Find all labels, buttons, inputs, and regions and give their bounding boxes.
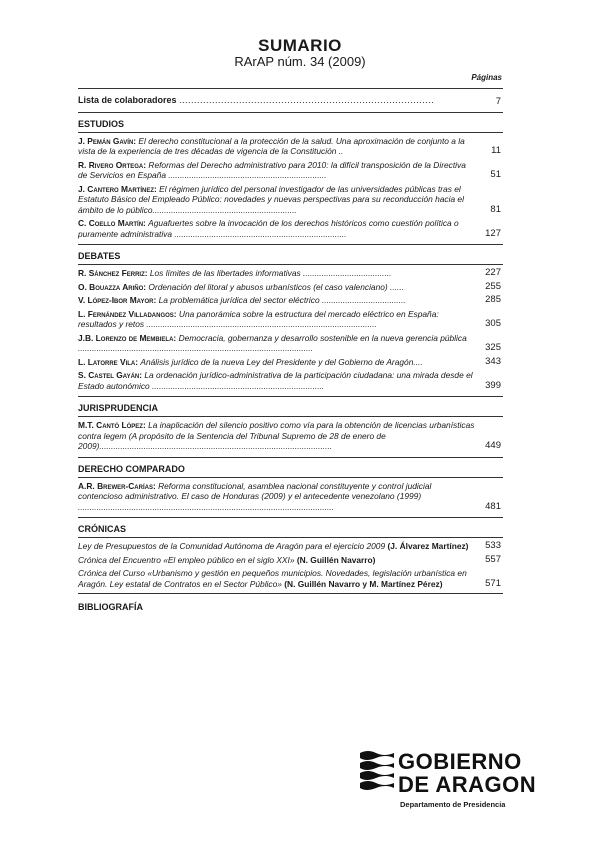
divider [78, 112, 503, 113]
section-title: DERECHO COMPARADO [78, 463, 185, 474]
entry-page: 571 [485, 577, 501, 589]
toc-entry[interactable] [78, 370, 503, 391]
entry-title: Una panorámica sobre la estructura del mercado eléctrico en España: resultados y retos ................................................................................................... [78, 308, 439, 329]
entry-author: (N. Guillén Navarro) [296, 554, 376, 565]
entry-page: 51 [490, 169, 501, 180]
entry-title: Reforma constitucional, asamblea nacional constituyente y control judicial contencioso administrativo. El caso de Honduras (2009) y el antecedente venezolano (1999) .............................................................................................................. [78, 480, 432, 512]
toc-entry[interactable] [78, 295, 503, 306]
entry-title: Aguafuertes sobre la invocación de los derechos históricos como cuestión política o puramente administrativa .......................................................................... [78, 218, 459, 239]
section-estudios [78, 112, 503, 240]
entry-author: O. Bouazza Ariño: [78, 281, 147, 292]
toc-entry[interactable] [78, 309, 503, 330]
entry-page: 533 [485, 540, 501, 551]
entry-title: El derecho constitucional a la protección de la salud. Una aproximación de conjunto a la vista de la experiencia de tres décadas de vigencia de la Constitución .. [78, 135, 465, 156]
entry-title: Reformas del Derecho administrativo para 2010: la difícil transposición de la Directiva de Servicios en España .................................................................... [78, 159, 466, 180]
section-title: DEBATES [78, 251, 121, 261]
divider [78, 477, 503, 478]
toc-entry[interactable] [78, 481, 503, 513]
entry-author: S. Castel Gayán: [78, 370, 143, 380]
entry-title: La ordenación jurídico-administrativa de la participación ciudadana: una mirada desde el Estado autonómico .......................................................................... [78, 370, 473, 391]
divider [78, 132, 503, 133]
entry-author: A.R. Brewer-Carías: [78, 480, 156, 491]
entry-author: L. Fernández Villadangos: [78, 308, 177, 319]
entry-page: 127 [485, 227, 501, 239]
section-derecho-comparado [78, 457, 503, 513]
toc-entry[interactable] [78, 184, 503, 216]
entry-author: (N. Guillén Navarro y M. Martínez Pérez) [284, 578, 443, 589]
section-title: CRÓNICAS [78, 524, 127, 534]
entry-page: 481 [485, 500, 501, 512]
page-subtitle: RArAP núm. 34 (2009) [234, 54, 366, 69]
logo-line-2: DE ARAGON [398, 772, 537, 797]
entry-page: 325 [485, 342, 501, 353]
entry-author: M.T. Cantó López: [78, 420, 146, 430]
divider [78, 416, 503, 417]
section-cronicas [78, 517, 503, 594]
entry-author: C. Coello Martín: [78, 218, 146, 228]
toc-entry[interactable] [78, 568, 503, 589]
toc-entry[interactable] [78, 333, 503, 354]
toc-entry[interactable] [78, 268, 503, 279]
table-of-contents [78, 88, 503, 612]
entry-title: Crónica del Curso «Urbanismo y gestión en pequeños municipios. Novedades, legislación urbanística en Aragón. Ley estatal de Contratos en el Sector Público» [78, 568, 467, 589]
aragon-flag-icon [358, 749, 396, 795]
entry-author: V. López-Ibor Mayor: [78, 295, 157, 305]
toc-entry[interactable] [78, 541, 503, 552]
entry-author: J. Cantero Martínez: [78, 183, 157, 194]
entry-page: 449 [485, 440, 501, 451]
divider [78, 396, 503, 397]
divider [78, 457, 503, 458]
entry-author: R. Sánchez Ferriz: [78, 268, 148, 278]
entry-title: Ley de Presupuestos de la Comunidad Autónoma de Aragón para el ejercicio 2009 [78, 541, 386, 551]
entry-title: Análisis jurídico de la nueva Ley del Presidente y del Gobierno de Aragón.... [140, 356, 423, 367]
toc-entry[interactable] [78, 218, 503, 239]
pages-column-label: Páginas [471, 73, 502, 82]
logo-department: Departamento de Presidencia [400, 800, 506, 809]
section-jurisprudencia [78, 396, 503, 452]
entry-page: 557 [485, 553, 501, 565]
divider [78, 264, 503, 265]
entry-title: El régimen jurídico del personal investigador de las universidades públicas tras el Estatuto Básico del Empleado Público: novedades y nuevas perspectivas para su reconducción hacia el ámbito de lo público.............................................................. [78, 183, 464, 215]
entry-page: 81 [490, 203, 501, 215]
toc-entry[interactable] [78, 282, 503, 293]
entry-author: (J. Álvarez Martínez) [387, 541, 469, 551]
section-debates [78, 244, 503, 391]
divider [78, 593, 503, 594]
logo-line-1: GOBIERNO [398, 749, 522, 774]
toc-entry[interactable] [78, 357, 503, 368]
entry-page: 227 [485, 267, 501, 278]
entry-page: 343 [485, 355, 501, 367]
entry-page: 285 [485, 294, 501, 305]
entry-title: Ordenación del litoral y abusos urbanísticos (el caso valenciano) ...... [148, 281, 404, 292]
entry-page: 399 [485, 379, 501, 391]
divider [78, 244, 503, 245]
entry-author: J. Pemán Gavín: [78, 135, 137, 146]
section-title: ESTUDIOS [78, 118, 125, 129]
toc-entry[interactable] [78, 420, 503, 452]
entry-title: Los límites de las libertades informativas ...................................... [149, 268, 392, 278]
section-title: JURISPRUDENCIA [78, 403, 159, 413]
entry-title: Crónica del Encuentro «El empleo público en el siglo XXI» [78, 554, 295, 565]
entry-title: La problemática jurídica del sector eléctrico .................................... [158, 295, 406, 305]
section-bibliografia[interactable]: BIBLIOGRAFÍA [78, 602, 143, 612]
page-title: SUMARIO [258, 36, 342, 55]
toc-entry[interactable] [78, 136, 503, 157]
divider [78, 517, 503, 518]
entry-author: J.B. Lorenzo de Membiela: [78, 332, 177, 343]
collaborators-row[interactable]: Lista de colaboradores ..................................................................................... 7 [78, 95, 501, 107]
toc-entry[interactable] [78, 555, 503, 566]
entry-author: L. Latorre Vila: [78, 356, 139, 367]
collaborators-label: Lista de colaboradores [78, 95, 177, 105]
entry-page: 255 [485, 280, 501, 292]
entry-title: La inaplicación del silencio positivo como vía para la obtención de licencias urbanísticas contra legem (A propósito de la Sentencia del Tribunal Supremo de 28 de enero de 2009).................................................................................................... [78, 420, 475, 451]
entry-title: Democracia, gobernanza y desarrollo sostenible en la nueva gerencia pública ..................................................................................................... [78, 332, 467, 353]
divider [78, 537, 503, 538]
collaborators-page: 7 [495, 96, 501, 107]
entry-author: R. Rivero Ortega: [78, 159, 147, 170]
gobierno-aragon-logo [358, 745, 538, 830]
entry-page: 11 [491, 145, 501, 156]
toc-entry[interactable] [78, 160, 503, 181]
entry-page: 305 [485, 318, 501, 329]
